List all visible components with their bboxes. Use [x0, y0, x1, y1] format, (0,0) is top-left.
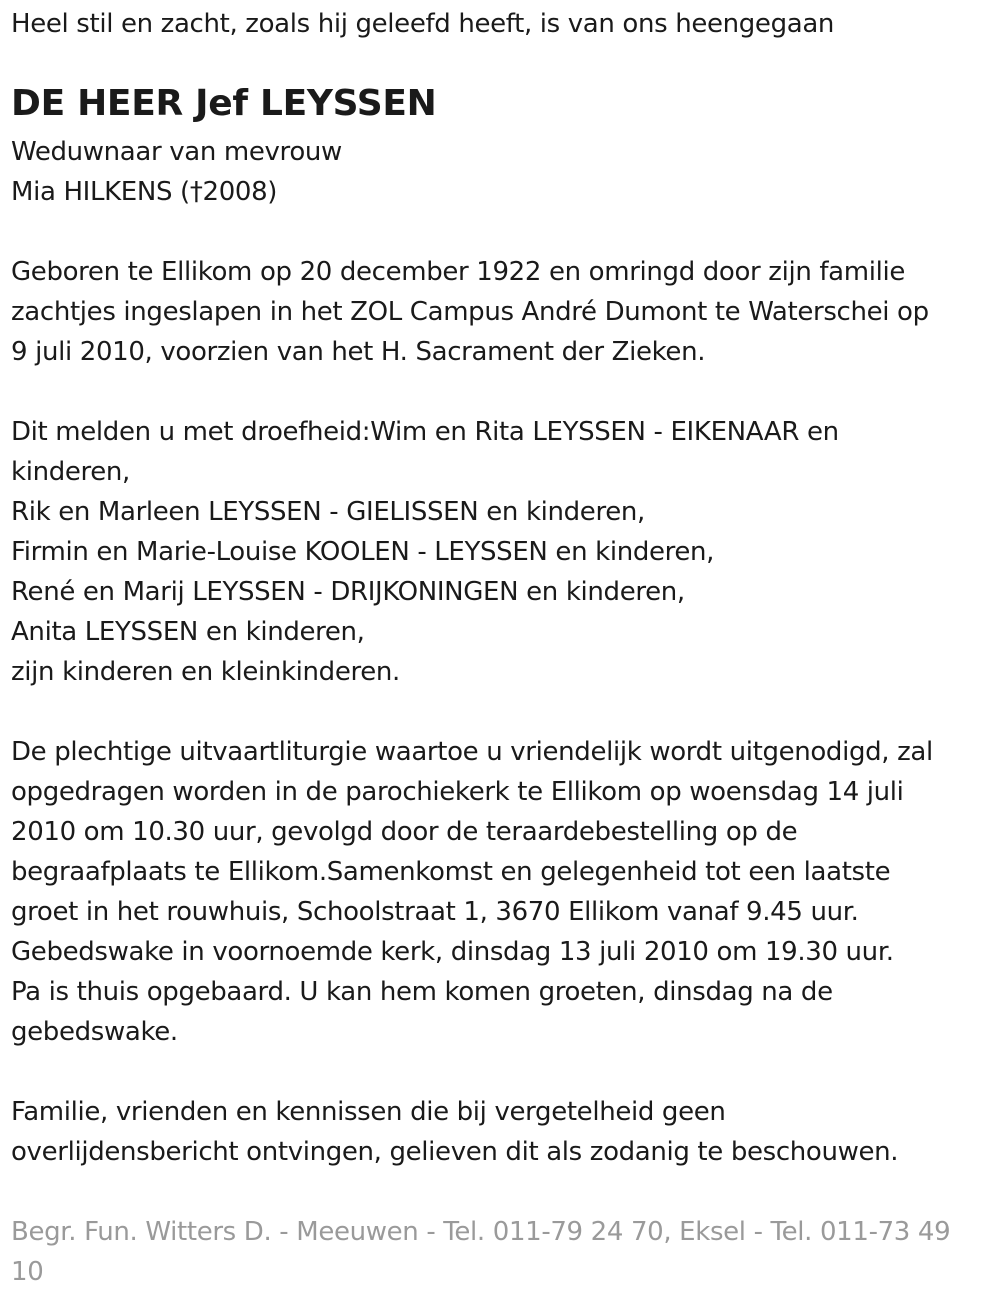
spouse-line-1: Weduwnaar van mevrouw [11, 137, 342, 167]
paragraph-line: Geboren te Ellikom op 20 december 1922 en omringd door zijn familie [11, 257, 906, 287]
paragraph-line: overlijdensbericht ontvingen, gelieven dit als zodanig te beschouwen. [11, 1137, 899, 1167]
funeral-paragraph [11, 732, 991, 1052]
paragraph-line: Firmin en Marie-Louise KOOLEN - LEYSSEN en kinderen, [11, 537, 715, 567]
paragraph-line: 9 juli 2010, voorzien van het H. Sacrament der Zieken. [11, 337, 706, 367]
footer-line: 10 [11, 1257, 44, 1287]
deceased-name: DE HEER Jef LEYSSEN [11, 83, 437, 124]
paragraph-line: De plechtige uitvaartliturgie waartoe u vriendelijk wordt uitgenodigd, zal [11, 737, 933, 767]
obituary-notice [11, 4, 991, 1292]
spouse-line-2 [11, 172, 991, 212]
birth-paragraph [11, 252, 991, 372]
paragraph-line: Anita LEYSSEN en kinderen, [11, 617, 365, 647]
intro-text: Heel stil en zacht, zoals hij geleefd heeft, is van ons heengegaan [11, 9, 835, 39]
paragraph-line: zijn kinderen en kleinkinderen. [11, 657, 400, 687]
closing-paragraph [11, 1092, 991, 1172]
cross-icon: † [189, 177, 203, 207]
paragraph-line: 2010 om 10.30 uur, gevolgd door de teraardebestelling op de [11, 817, 798, 847]
funeral-director-footer [11, 1212, 991, 1292]
paragraph-line: zachtjes ingeslapen in het ZOL Campus André Dumont te Waterschei op [11, 297, 929, 327]
paragraph-line: Dit melden u met droefheid:Wim en Rita LEYSSEN - EIKENAAR en [11, 417, 839, 447]
paragraph-line: kinderen, [11, 457, 130, 487]
footer-line: Begr. Fun. Witters D. - Meeuwen - Tel. 011-79 24 70, Eksel - Tel. 011-73 49 [11, 1217, 951, 1247]
paragraph-line: opgedragen worden in de parochiekerk te Ellikom op woensdag 14 juli [11, 777, 904, 807]
paragraph-line: gebedswake. [11, 1017, 178, 1047]
family-paragraph [11, 412, 991, 692]
paragraph-line: Familie, vrienden en kennissen die bij vergetelheid geen [11, 1097, 726, 1127]
paragraph-line: begraafplaats te Ellikom.Samenkomst en gelegenheid tot een laatste [11, 857, 891, 887]
paragraph-line: groet in het rouwhuis, Schoolstraat 1, 3670 Ellikom vanaf 9.45 uur. [11, 897, 859, 927]
spouse-death-year: 2008) [202, 177, 278, 207]
paragraph-line: Gebedswake in voornoemde kerk, dinsdag 13 juli 2010 om 19.30 uur. [11, 937, 894, 967]
spouse-name: Mia HILKENS ( [11, 177, 190, 207]
paragraph-line: Pa is thuis opgebaard. U kan hem komen groeten, dinsdag na de [11, 977, 833, 1007]
paragraph-line: Rik en Marleen LEYSSEN - GIELISSEN en kinderen, [11, 497, 645, 527]
paragraph-line: René en Marij LEYSSEN - DRIJKONINGEN en kinderen, [11, 577, 685, 607]
